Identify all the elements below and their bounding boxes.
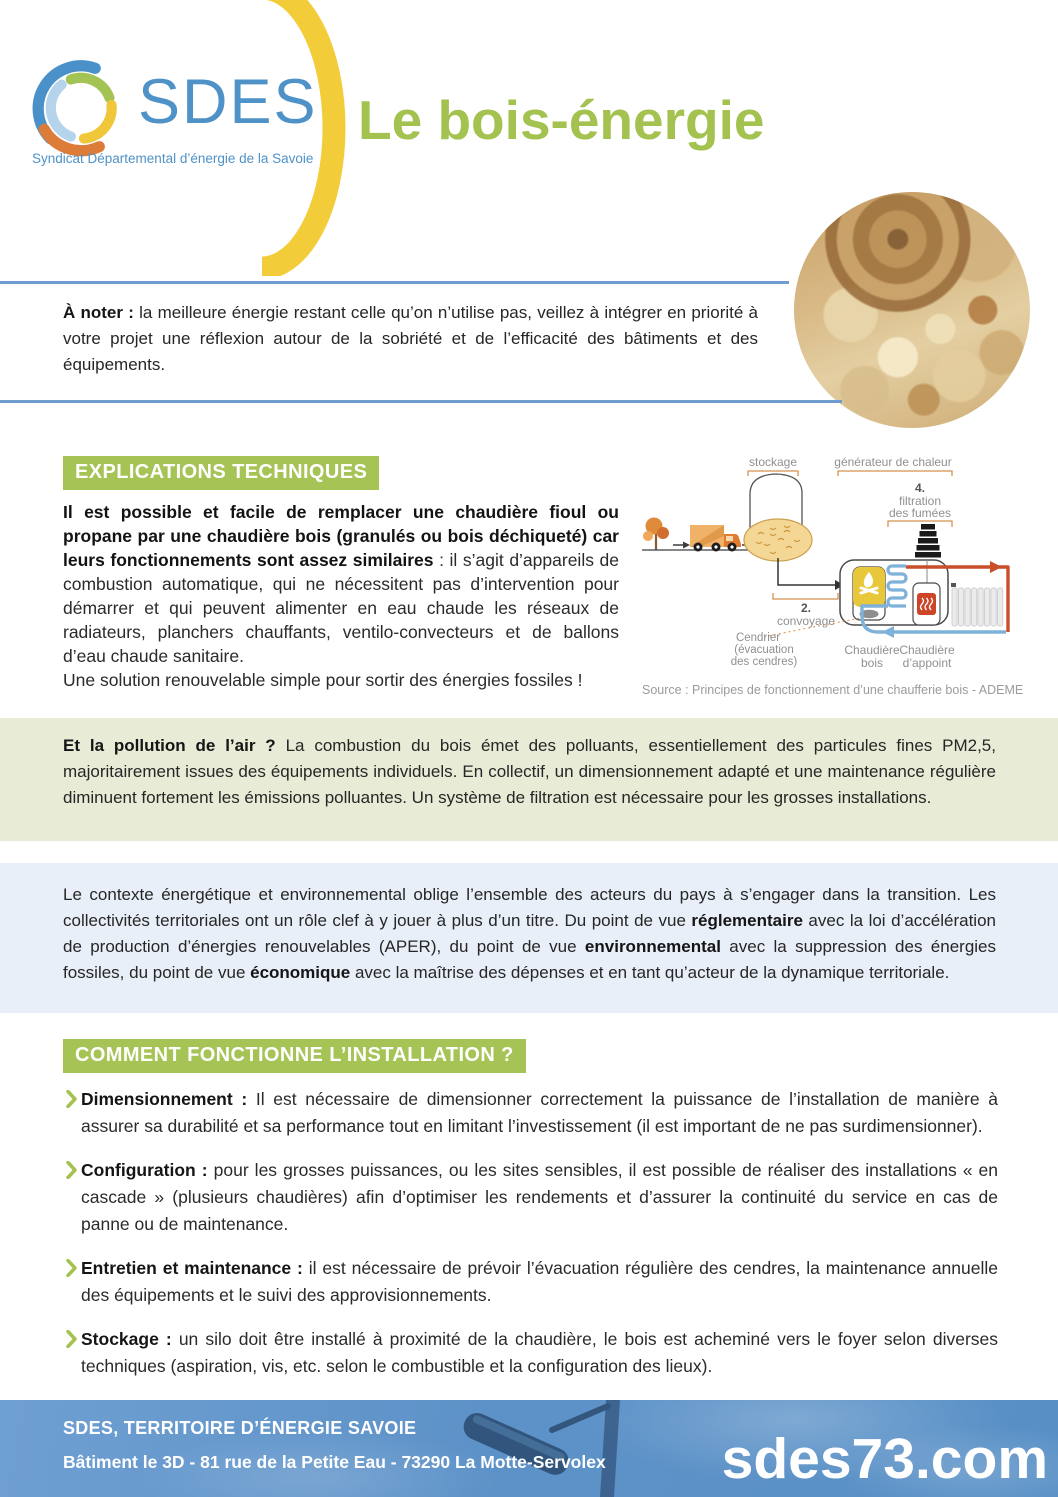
installation-bullet-list — [63, 1086, 998, 1397]
step4-number: 4. — [914, 481, 926, 495]
bullet-body: Il est nécessaire de dimensionner correctement la puissance de l’installation de manière à assurer sa durabilité et sa performance tout en limitant l’investissement (il est important de ne pas surdimensionner). — [81, 1089, 998, 1136]
context-callout-box — [0, 863, 1058, 1013]
yellow-curve-decoration — [228, 0, 358, 276]
list-item — [63, 1157, 998, 1238]
bullet-chevron-icon — [63, 1259, 81, 1277]
section-heading-explications: EXPLICATIONS TECHNIQUES — [63, 456, 379, 490]
context-bold-environnemental: environnemental — [584, 937, 721, 956]
section-heading-installation: COMMENT FONCTIONNE L’INSTALLATION ? — [63, 1039, 526, 1073]
bullet-body: un silo doit être installé à proximité de la chaudière, le bois est acheminé vers le foyer selon diverses techniques (aspiration, vis, etc. selon le combustible et la configuration des lieux). — [81, 1329, 999, 1376]
backup-boiler — [913, 583, 940, 625]
sdes-logo-icon — [26, 52, 142, 164]
bullet-chevron-icon — [63, 1161, 81, 1179]
explications-lead — [63, 500, 619, 668]
footer-website-link[interactable]: sdes73.com — [721, 1427, 1048, 1491]
wood-chip-pile — [744, 519, 812, 561]
pollution-text: La combustion du bois émet des polluants, essentiellement des particules fines PM2,5, majoritairement issues des équipements individuels. En collectif, un dimensionnement adapté et une maintenance régulière diminuent fortement les émissions polluantes. Un système de filtration est nécessaire pour les grosses installations. — [63, 736, 996, 807]
context-text-3: avec la suppression des énergies fossiles, du point de vue — [63, 937, 997, 982]
wood-chips-photo — [794, 192, 1030, 428]
filtration-bracket — [888, 521, 952, 527]
context-bold-reglementaire: réglementaire — [691, 911, 803, 930]
street-lamp-icon — [420, 1400, 720, 1497]
logo-subtitle: Syndicat Départemental d’énergie de la Savoie — [32, 151, 314, 166]
bullet-text — [81, 1326, 998, 1380]
pollution-paragraph — [0, 718, 1058, 811]
logo-wordmark: SDES — [138, 67, 318, 137]
explications-lead-bold: Il est possible et facile de remplacer une chaudière fioul ou propane par une chaudière bois (granulés ou bois déchiqueté) car leurs fonctionnements sont assez similaires — [63, 502, 619, 570]
chaudiere-bois-label-2: bois — [860, 656, 884, 670]
step4-label-2: des fumées — [888, 506, 952, 520]
list-item — [63, 1086, 998, 1140]
bullet-chevron-icon — [63, 1330, 81, 1348]
context-paragraph — [0, 863, 1058, 986]
footer-address: Bâtiment le 3D - 81 rue de la Petite Eau - 73290 La Motte-Servolex — [63, 1452, 606, 1472]
bullet-label: Dimensionnement : — [81, 1089, 248, 1109]
diagram-source-caption: Source : Principes de fonctionnement d’une chaufferie bois - ADEME — [642, 683, 1024, 697]
footer-organization: SDES, TERRITOIRE D’ÉNERGIE SAVOIE — [63, 1418, 417, 1438]
conveyor-arrow — [778, 558, 844, 590]
wood-boiler — [853, 567, 885, 620]
chaudiere-bois-label-1: Chaudière — [844, 643, 900, 657]
generateur-bracket — [838, 471, 952, 476]
generateur-label: générateur de chaleur — [834, 455, 952, 469]
bullet-body: il est nécessaire de prévoir l’évacuation régulière des cendres, la maintenance annuelle des équipements et le suivi des approvisionnements. — [81, 1258, 998, 1305]
divider-bottom — [0, 400, 842, 403]
step2-number: 2. — [800, 601, 812, 615]
bullet-body: pour les grosses puissances, ou les sites sensibles, il est possible de réaliser des installations « en cascade » (plusieurs chaudières) afin d’optimiser les rendements et d’assurer la continuité du service en cas de panne ou de maintenance. — [81, 1160, 999, 1234]
bullet-chevron-icon — [63, 1090, 81, 1108]
chaudiere-appoint-label-1: Chaudière — [899, 643, 955, 657]
step2-label: convoyage — [776, 614, 836, 628]
footer — [0, 1400, 1058, 1497]
list-item — [63, 1326, 998, 1380]
explications-body — [63, 500, 619, 692]
explications-lead-rest: : il s’agit d’appareils de combustion automatique, qui ne nécessitent pas d’intervention pour démarrer et qui peuvent alimenter en eau chaude les réseaux de radiateurs, planchers chauffants, ventilo-convecteurs et de ballons d’eau chaude sanitaire. — [63, 550, 619, 666]
tree-icon — [643, 518, 669, 551]
bullet-text — [81, 1255, 998, 1309]
note-paragraph — [63, 300, 758, 378]
context-text-4: avec la maîtrise des dépenses et en tant qu’acteur de la dynamique territoriale. — [350, 963, 950, 982]
chimney-icon — [915, 524, 941, 558]
stockage-label: stockage — [748, 455, 798, 469]
bullet-label: Stockage : — [81, 1329, 172, 1349]
cendrier-label-3: des cendres) — [730, 656, 798, 668]
divider-top — [0, 281, 789, 284]
cendrier-label-2: (évacuation — [734, 644, 794, 656]
stockage-bracket — [748, 471, 798, 476]
step4-label-1: filtration — [898, 494, 942, 508]
list-item — [63, 1255, 998, 1309]
bullet-label: Entretien et maintenance : — [81, 1258, 303, 1278]
pollution-callout-box — [0, 718, 1058, 841]
note-label: À noter : — [63, 303, 134, 322]
note-text: la meilleure énergie restant celle qu’on n’utilise pas, veillez à intégrer en priorité à votre projet une réflexion autour de la sobriété et de l’efficacité des bâtiments et des équipements. — [63, 303, 758, 374]
page-title: Le bois-énergie — [358, 89, 765, 151]
bullet-text — [81, 1157, 998, 1238]
chaufferie-diagram — [630, 448, 1026, 680]
truck-icon — [690, 525, 741, 552]
context-text-2: avec la loi d’accélération de production d’énergies renouvelables (APER), du point de vue — [63, 911, 996, 956]
bullet-text — [81, 1086, 998, 1140]
radiator-icon — [951, 583, 1003, 626]
context-bold-economique: économique — [250, 963, 351, 982]
pollution-label: Et la pollution de l’air ? — [63, 736, 276, 755]
explications-line2: Une solution renouvelable simple pour sortir des énergies fossiles ! — [63, 670, 583, 690]
bullet-label: Configuration : — [81, 1160, 208, 1180]
convoyage-bracket — [773, 593, 838, 599]
chaudiere-appoint-label-2: d’appoint — [902, 656, 952, 670]
arrow-right-icon — [673, 542, 690, 549]
context-text-1: Le contexte énergétique et environnemental oblige l’ensemble des acteurs du pays à s’engager dans la transition. Les collectivités territoriales ont un rôle clef à y jouer à plus d’un titre. Du point de vue — [63, 885, 996, 930]
cendrier-label-1: Cendrier — [735, 632, 781, 644]
